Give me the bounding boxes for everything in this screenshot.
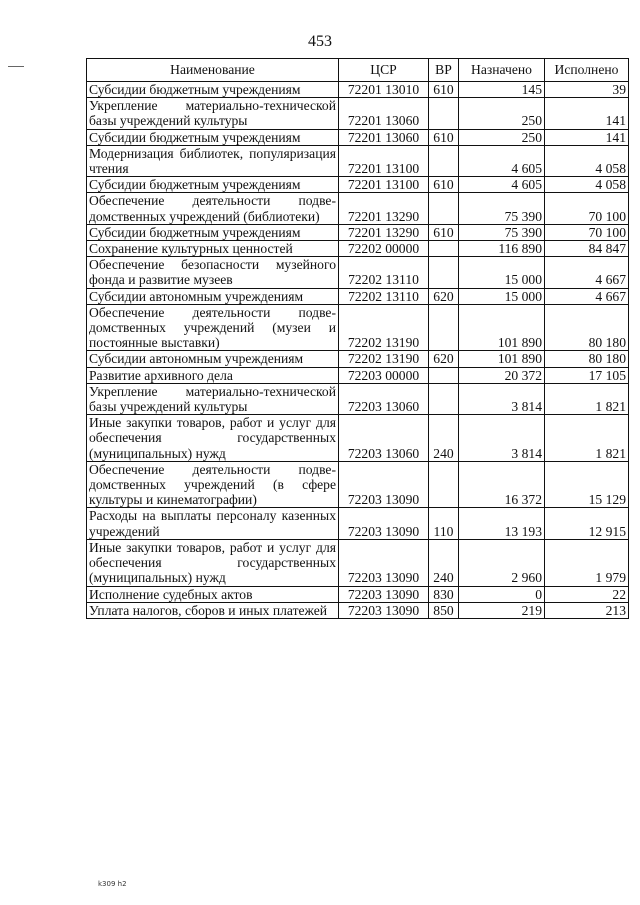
table-row <box>87 241 629 257</box>
row-name: Субсидии бюджетным учреждениям <box>87 177 339 193</box>
row-name: Уплата налогов, сборов и иных платежей <box>87 602 339 618</box>
row-csr: 72201 13290 <box>339 193 429 224</box>
row-name: Обеспечение деятельности подведомственных учреждений (музеи и постоянные выставки) <box>87 304 339 351</box>
row-executed: 4 058 <box>545 177 629 193</box>
row-vr: 240 <box>429 539 459 586</box>
table-row <box>87 539 629 586</box>
row-assigned: 3 814 <box>459 415 545 462</box>
row-name: Субсидии автономным учреждениям <box>87 288 339 304</box>
table-row <box>87 224 629 240</box>
row-name: Модернизация библиотек, популяризация чтения <box>87 145 339 176</box>
row-assigned: 101 890 <box>459 351 545 367</box>
row-name: Укрепление материально-технической базы учреждений культуры <box>87 98 339 129</box>
row-csr: 72203 13060 <box>339 415 429 462</box>
table-row <box>87 193 629 224</box>
row-executed: 1 979 <box>545 539 629 586</box>
table-row <box>87 508 629 539</box>
table-row <box>87 98 629 129</box>
row-vr: 620 <box>429 288 459 304</box>
row-csr: 72201 13290 <box>339 224 429 240</box>
row-assigned: 3 814 <box>459 383 545 414</box>
row-name: Исполнение судебных актов <box>87 586 339 602</box>
row-vr <box>429 257 459 288</box>
row-assigned: 13 193 <box>459 508 545 539</box>
row-csr: 72202 00000 <box>339 241 429 257</box>
row-vr <box>429 367 459 383</box>
row-csr: 72201 13010 <box>339 82 429 98</box>
table-row <box>87 461 629 508</box>
row-name: Обеспечение безопасности музейного фонда и развитие музеев <box>87 257 339 288</box>
row-vr: 240 <box>429 415 459 462</box>
margin-mark <box>8 66 24 67</box>
row-name: Обеспечение деятельности подведомственных учреждений (библиотеки) <box>87 193 339 224</box>
table-body <box>87 82 629 619</box>
row-csr: 72203 13090 <box>339 539 429 586</box>
table-row <box>87 288 629 304</box>
row-executed: 12 915 <box>545 508 629 539</box>
row-vr: 110 <box>429 508 459 539</box>
table-row <box>87 82 629 98</box>
row-csr: 72202 13190 <box>339 304 429 351</box>
row-assigned: 2 960 <box>459 539 545 586</box>
row-csr: 72202 13110 <box>339 288 429 304</box>
footer-code: k309 h2 <box>98 880 127 888</box>
row-vr <box>429 145 459 176</box>
row-name: Укрепление материально-технической базы учреждений культуры <box>87 383 339 414</box>
row-executed: 213 <box>545 602 629 618</box>
row-name: Сохранение культурных ценностей <box>87 241 339 257</box>
table-row <box>87 304 629 351</box>
row-assigned: 4 605 <box>459 177 545 193</box>
row-executed: 141 <box>545 129 629 145</box>
header-executed: Исполнено <box>545 59 629 82</box>
row-vr: 610 <box>429 129 459 145</box>
row-executed: 4 667 <box>545 288 629 304</box>
row-csr: 72202 13110 <box>339 257 429 288</box>
row-assigned: 219 <box>459 602 545 618</box>
header-vr: ВР <box>429 59 459 82</box>
row-vr <box>429 383 459 414</box>
row-name: Субсидии бюджетным учреждениям <box>87 129 339 145</box>
header-name: Наименование <box>87 59 339 82</box>
row-csr: 72203 13090 <box>339 602 429 618</box>
row-executed: 1 821 <box>545 415 629 462</box>
row-csr: 72202 13190 <box>339 351 429 367</box>
row-csr: 72201 13100 <box>339 177 429 193</box>
row-name: Субсидии автономным учреждениям <box>87 351 339 367</box>
row-name: Обеспечение деятельности подведомственных учреждений (в сфере культуры и кинематографии) <box>87 461 339 508</box>
row-vr: 620 <box>429 351 459 367</box>
table-row <box>87 145 629 176</box>
row-executed: 39 <box>545 82 629 98</box>
row-vr <box>429 98 459 129</box>
row-executed: 84 847 <box>545 241 629 257</box>
header-assigned: Назначено <box>459 59 545 82</box>
row-vr <box>429 241 459 257</box>
row-executed: 4 667 <box>545 257 629 288</box>
row-executed: 1 821 <box>545 383 629 414</box>
row-executed: 15 129 <box>545 461 629 508</box>
table-row <box>87 129 629 145</box>
table-row <box>87 351 629 367</box>
row-executed: 80 180 <box>545 351 629 367</box>
row-csr: 72203 13090 <box>339 461 429 508</box>
row-assigned: 16 372 <box>459 461 545 508</box>
row-csr: 72201 13060 <box>339 98 429 129</box>
header-csr: ЦСР <box>339 59 429 82</box>
row-assigned: 15 000 <box>459 288 545 304</box>
row-executed: 70 100 <box>545 224 629 240</box>
row-csr: 72203 00000 <box>339 367 429 383</box>
table-row <box>87 177 629 193</box>
row-csr: 72201 13100 <box>339 145 429 176</box>
table-row <box>87 415 629 462</box>
row-vr: 610 <box>429 82 459 98</box>
row-vr: 850 <box>429 602 459 618</box>
row-assigned: 0 <box>459 586 545 602</box>
row-assigned: 116 890 <box>459 241 545 257</box>
row-vr: 830 <box>429 586 459 602</box>
row-vr <box>429 193 459 224</box>
row-executed: 141 <box>545 98 629 129</box>
page-number: 453 <box>308 33 332 50</box>
row-executed: 4 058 <box>545 145 629 176</box>
table-header-row <box>87 59 629 82</box>
row-assigned: 250 <box>459 98 545 129</box>
row-name: Субсидии бюджетным учреждениям <box>87 82 339 98</box>
row-assigned: 20 372 <box>459 367 545 383</box>
table-row <box>87 602 629 618</box>
row-csr: 72203 13090 <box>339 586 429 602</box>
row-assigned: 75 390 <box>459 193 545 224</box>
table-row <box>87 257 629 288</box>
row-executed: 70 100 <box>545 193 629 224</box>
row-executed: 80 180 <box>545 304 629 351</box>
row-assigned: 101 890 <box>459 304 545 351</box>
row-executed: 17 105 <box>545 367 629 383</box>
row-csr: 72203 13090 <box>339 508 429 539</box>
row-assigned: 75 390 <box>459 224 545 240</box>
row-assigned: 15 000 <box>459 257 545 288</box>
row-name: Иные закупки товаров, работ и услуг для обеспечения государственных (муниципальных) нужд <box>87 415 339 462</box>
row-csr: 72201 13060 <box>339 129 429 145</box>
row-assigned: 145 <box>459 82 545 98</box>
row-executed: 22 <box>545 586 629 602</box>
row-csr: 72203 13060 <box>339 383 429 414</box>
row-vr: 610 <box>429 224 459 240</box>
row-assigned: 4 605 <box>459 145 545 176</box>
table-row <box>87 586 629 602</box>
row-name: Субсидии бюджетным учреждениям <box>87 224 339 240</box>
row-assigned: 250 <box>459 129 545 145</box>
budget-table <box>86 58 629 619</box>
row-name: Иные закупки товаров, работ и услуг для обеспечения государственных (муниципальных) нужд <box>87 539 339 586</box>
table-row <box>87 367 629 383</box>
row-vr: 610 <box>429 177 459 193</box>
table-row <box>87 383 629 414</box>
row-name: Расходы на выплаты персоналу казенных учреждений <box>87 508 339 539</box>
row-vr <box>429 304 459 351</box>
row-vr <box>429 461 459 508</box>
row-name: Развитие архивного дела <box>87 367 339 383</box>
